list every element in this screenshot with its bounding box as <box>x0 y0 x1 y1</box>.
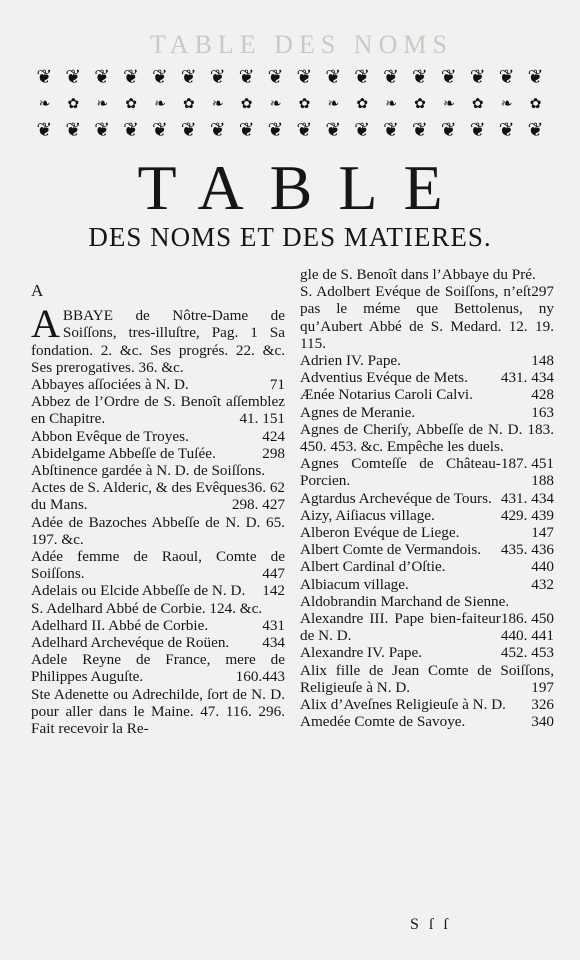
entry-text: Agtardus Archevéque de Tours. <box>300 489 492 507</box>
entry-text: Agnes Comteſſe de Château-Porcien. <box>300 455 501 490</box>
entry-text: gle de S. Benoît dans l’Abbaye du Pré. <box>300 266 536 283</box>
entry-pages: 298. 427 <box>231 496 285 514</box>
entry-pages: 298 <box>262 444 285 462</box>
entry-pages: 428 <box>531 386 554 404</box>
index-entry <box>300 576 554 593</box>
entry-text: Abbon Evêque de Troyes. <box>31 427 189 445</box>
entry-text: Aizy, Aiſiacus village. <box>300 506 435 524</box>
index-entry <box>31 376 285 393</box>
index-entry <box>31 479 285 513</box>
ornamental-border: ❦ ❦ ❦ ❦ ❦ ❦ ❦ ❦ ❦ ❦ ❦ ❦ ❦ ❦ ❦ ❦ ❦ ❦ ❧ ✿ ❧ ✿ ❧ ✿ ❧ ✿ ❧ ✿ ❧ ✿ ❧ ✿ ❧ ✿ ❧ ✿ ❦ ❦ ❦ ❦ ❦ ❦ ❦ ❦ ❦ ❦ ❦ ❦ ❦ ❦ ❦ ❦ ❦ ❦ <box>36 65 544 142</box>
entry-text: Ste Adenette ou Adrechilde, ſort de N. D. pour aller dans le Maine. 47. 116. 296. Fait recevoir la Re- <box>31 685 285 738</box>
entry-list-right <box>300 266 554 730</box>
bleed-through-header: TABLE DES NOMS <box>150 30 453 59</box>
index-entry <box>31 445 285 462</box>
index-entry <box>300 386 554 403</box>
index-entry <box>300 352 554 369</box>
entry-text: Adelhard Archevéque de Roüen. <box>31 634 230 652</box>
index-entry <box>31 600 285 617</box>
entry-text: Abbez de l’Ordre de S. Benoît aſſemblez en Chapitre. <box>31 393 285 428</box>
entry-pages: 197 <box>531 678 554 696</box>
index-entry <box>300 713 554 730</box>
index-entry <box>31 582 285 599</box>
signature-mark: S ſ ſ <box>410 916 451 933</box>
entry-text: Adée de Bazoches Abbeſſe de N. D. 65. 197. &c. <box>31 513 285 548</box>
entry-pages: 429. 439 <box>500 506 554 524</box>
entry-pages: 452. 453 <box>500 644 554 662</box>
entry-text: Adelhard II. Abbé de Corbie. <box>31 616 209 634</box>
entry-pages: 432 <box>531 575 554 593</box>
entry-text: Actes de S. Alderic, & des Evêques du Mans. <box>31 479 248 514</box>
entry-text: Ænée Notarius Caroli Calvi. <box>300 386 473 404</box>
entry-pages: 187. 451 <box>500 455 554 473</box>
entry-pages: 148 <box>531 352 554 370</box>
entry-text: Alix fille de Jean Comte de Soiſſons, Religieuſe à N. D. <box>300 661 554 696</box>
entry-list-left <box>31 376 285 737</box>
entry-text: Adelais ou Elcide Abbeſſe de N. D. <box>31 582 246 600</box>
entry-pages: 41. 151 <box>239 410 285 428</box>
entry-text: Albert Cardinal d’Oſtie. <box>300 558 446 576</box>
index-entry <box>31 393 285 427</box>
entry-pages: 440. 441 <box>500 627 554 645</box>
section-letter: A <box>31 281 44 300</box>
entry-text: Abidelgame Abbeſſe de Tuſée. <box>31 444 216 462</box>
index-entry <box>31 548 285 582</box>
index-entry <box>31 634 285 651</box>
entry-pages: 188 <box>531 472 554 490</box>
index-entry <box>300 541 554 558</box>
entry-pages: 36. 62 <box>247 479 285 497</box>
index-entry <box>31 651 285 685</box>
entry-text: Aldobrandin Marchand de Sienne. <box>300 592 510 610</box>
entry-text: Adrien IV. Pape. <box>300 352 401 370</box>
entry-pages: 424 <box>262 427 285 445</box>
index-entry <box>300 369 554 386</box>
index-entry <box>300 490 554 507</box>
page-subtitle: DES NOMS ET DES MATIERES. <box>88 222 492 252</box>
entry-pages: 186. 450 <box>500 610 554 628</box>
entry-text: Abbayes aſſociées à N. D. <box>31 376 189 394</box>
entry-text: Adée femme de Raoul, Comte de Soiſſons. <box>31 548 285 583</box>
entry-text: Adele Reyne de France, mere de Philippes Auguſte. <box>31 651 285 686</box>
entry-text: Amedée Comte de Savoye. <box>300 713 466 731</box>
entry-text: Agnes de Meranie. <box>300 403 416 421</box>
entry-pages: 71 <box>269 376 285 394</box>
entry-pages: 431. 434 <box>500 369 554 387</box>
index-entry <box>300 404 554 421</box>
index-entry <box>31 686 285 738</box>
entry-pages: 435. 436 <box>500 541 554 559</box>
entry-text: Albert Comte de Vermandois. <box>300 541 482 559</box>
entry-text: Abſtinence gardée à N. D. de Soiſſons. <box>31 462 266 480</box>
entry-pages: 440 <box>531 558 554 576</box>
index-entry <box>31 514 285 548</box>
entry-text: S. Adelhard Abbé de Corbie. 124. &c. <box>31 599 263 617</box>
index-entry <box>300 662 554 696</box>
entry-pages: 431. 434 <box>500 489 554 507</box>
index-entry <box>31 617 285 634</box>
entry-pages: 297 <box>531 283 554 301</box>
entry-text: Adventius Evéque de Mets. <box>300 369 468 387</box>
entry-text: Alix d’Aveſnes Religieuſe à N. D. <box>300 696 506 714</box>
entry-pages: 447 <box>262 565 285 583</box>
entry-pages: 147 <box>531 524 554 542</box>
entry-pages: 160.443 <box>235 668 285 686</box>
entry-text: Alexandre IV. Pape. <box>300 644 423 662</box>
index-column-left <box>31 266 285 737</box>
entry-pages: 142 <box>262 582 285 600</box>
index-entry <box>300 644 554 661</box>
entry-pages: 340 <box>531 713 554 731</box>
index-entry <box>300 696 554 713</box>
index-entry <box>300 266 554 301</box>
entry-pages: 163 <box>531 403 554 421</box>
index-entry <box>300 558 554 575</box>
entry-text: Alexandre III. Pape bien-faiteur de N. D. <box>300 610 501 645</box>
page-title: TABLE <box>137 152 469 223</box>
entry-pages: 326 <box>531 696 554 714</box>
entry-pages: 434 <box>262 634 285 652</box>
index-entry <box>300 283 554 352</box>
index-column-right <box>300 266 554 730</box>
index-entry-first <box>31 301 285 376</box>
entry-text: S. Adolbert Evéque de Soiſſons, n’eſt pas le méme que Bettolenus, ny qu’Aubert Abbé de S. Medard. 12. 19. 115. <box>300 283 554 352</box>
index-entry <box>300 524 554 541</box>
entry-text: Agnes de Cheriſy, Abbeſſe de N. D. 183. 450. 453. &c. Empêche les duels. <box>300 420 554 456</box>
entry-text: Albiacum village. <box>300 575 409 593</box>
index-entry <box>300 507 554 524</box>
entry-pages: 431 <box>262 616 285 634</box>
drop-cap: A <box>31 301 60 347</box>
index-entry <box>31 428 285 445</box>
entry-text: BBAYE de Nôtre-Dame de Soiſſons, tres-illuſtre, Pag. 1 Sa fondation. 2. &c. Ses progrés. 22. &c. Ses prerogatives. 36. &c. <box>31 307 285 376</box>
entry-text: Alberon Evéque de Liege. <box>300 524 460 542</box>
